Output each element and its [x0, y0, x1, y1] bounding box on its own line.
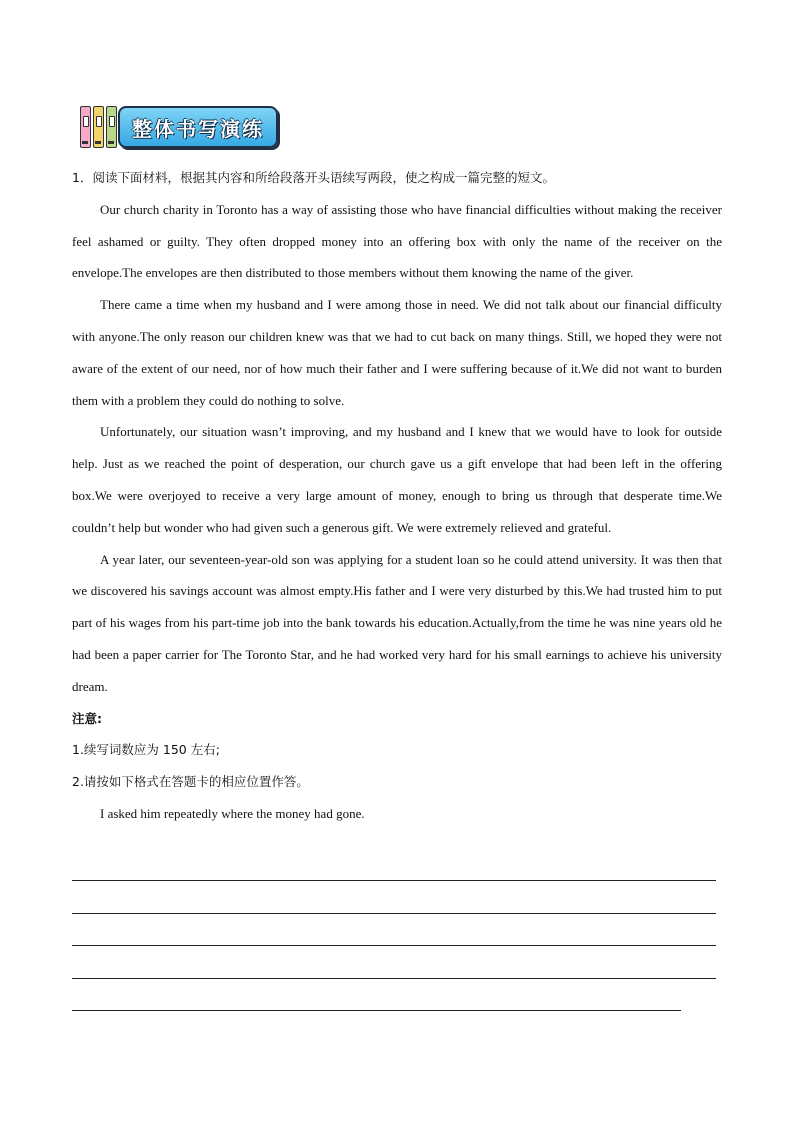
pink-binder-icon — [80, 106, 91, 148]
section-banner — [78, 104, 280, 152]
yellow-binder-icon — [93, 106, 104, 148]
answer-line[interactable] — [72, 880, 716, 913]
question-instruction: 1．阅读下面材料，根据其内容和所给段落开头语续写两段，使之构成一篇完整的短文。 — [72, 170, 555, 185]
note-item-1: 1.续写词数应为 150 左右; — [72, 742, 220, 758]
passage-paragraph-2: There came a time when my husband and I were among those in need. We did not talk about our financial difficulty with anyone.The only reason our children knew was that we had to cut back on many things. Still, we hoped they were not aware of the extent of our need, nor of how much their father and I were suffering because of it.We did not want to burden them with a problem they could do nothing to solve. — [72, 297, 722, 408]
green-binder-icon — [106, 106, 117, 148]
answer-line[interactable] — [72, 978, 716, 1011]
answer-line[interactable] — [72, 945, 716, 978]
passage-paragraph-3: Unfortunately, our situation wasn’t improving, and my husband and I knew that we would have to look for outside help. Just as we reached the point of desperation, our church gave us a gift envelope that had been left in the offering box.We were overjoyed to receive a very large amount of money, enough to bring us through that desperate time.We couldn’t help but wonder who had given such a generous gift. We were extremely relieved and grateful. — [72, 424, 722, 535]
section-title-box — [118, 106, 278, 148]
answer-line[interactable] — [72, 1010, 681, 1043]
answer-line[interactable] — [72, 913, 716, 946]
passage-paragraph-4: A year later, our seventeen-year-old son was applying for a student loan so he could attend university. It was then that we discovered his savings account was almost empty.His father and I were very disturbed by this.We had trusted him to put part of his wages from his part-time job into the bank towards his education.Actually,from the time he was nine years old he had been a paper carrier for The Toronto Star, and he had worked very hard for his small earnings to achieve his university dream. — [72, 551, 722, 694]
answer-lines — [72, 880, 716, 1043]
question-content — [72, 162, 722, 830]
notes-heading: 注意: — [72, 710, 102, 726]
section-title: 整体书写演练 — [132, 116, 264, 141]
note-item-2: 2.请按如下格式在答题卡的相应位置作答。 — [72, 774, 309, 790]
binders-icon — [78, 104, 122, 152]
paragraph-starter: I asked him repeatedly where the money had gone. — [100, 805, 365, 821]
passage-paragraph-1: Our church charity in Toronto has a way of assisting those who have financial difficulties without making the receiver feel ashamed or guilty. They often dropped money into an offering box with only the name of the receiver on the envelope.The envelopes are then distributed to those members without them knowing the name of the giver. — [72, 201, 722, 281]
